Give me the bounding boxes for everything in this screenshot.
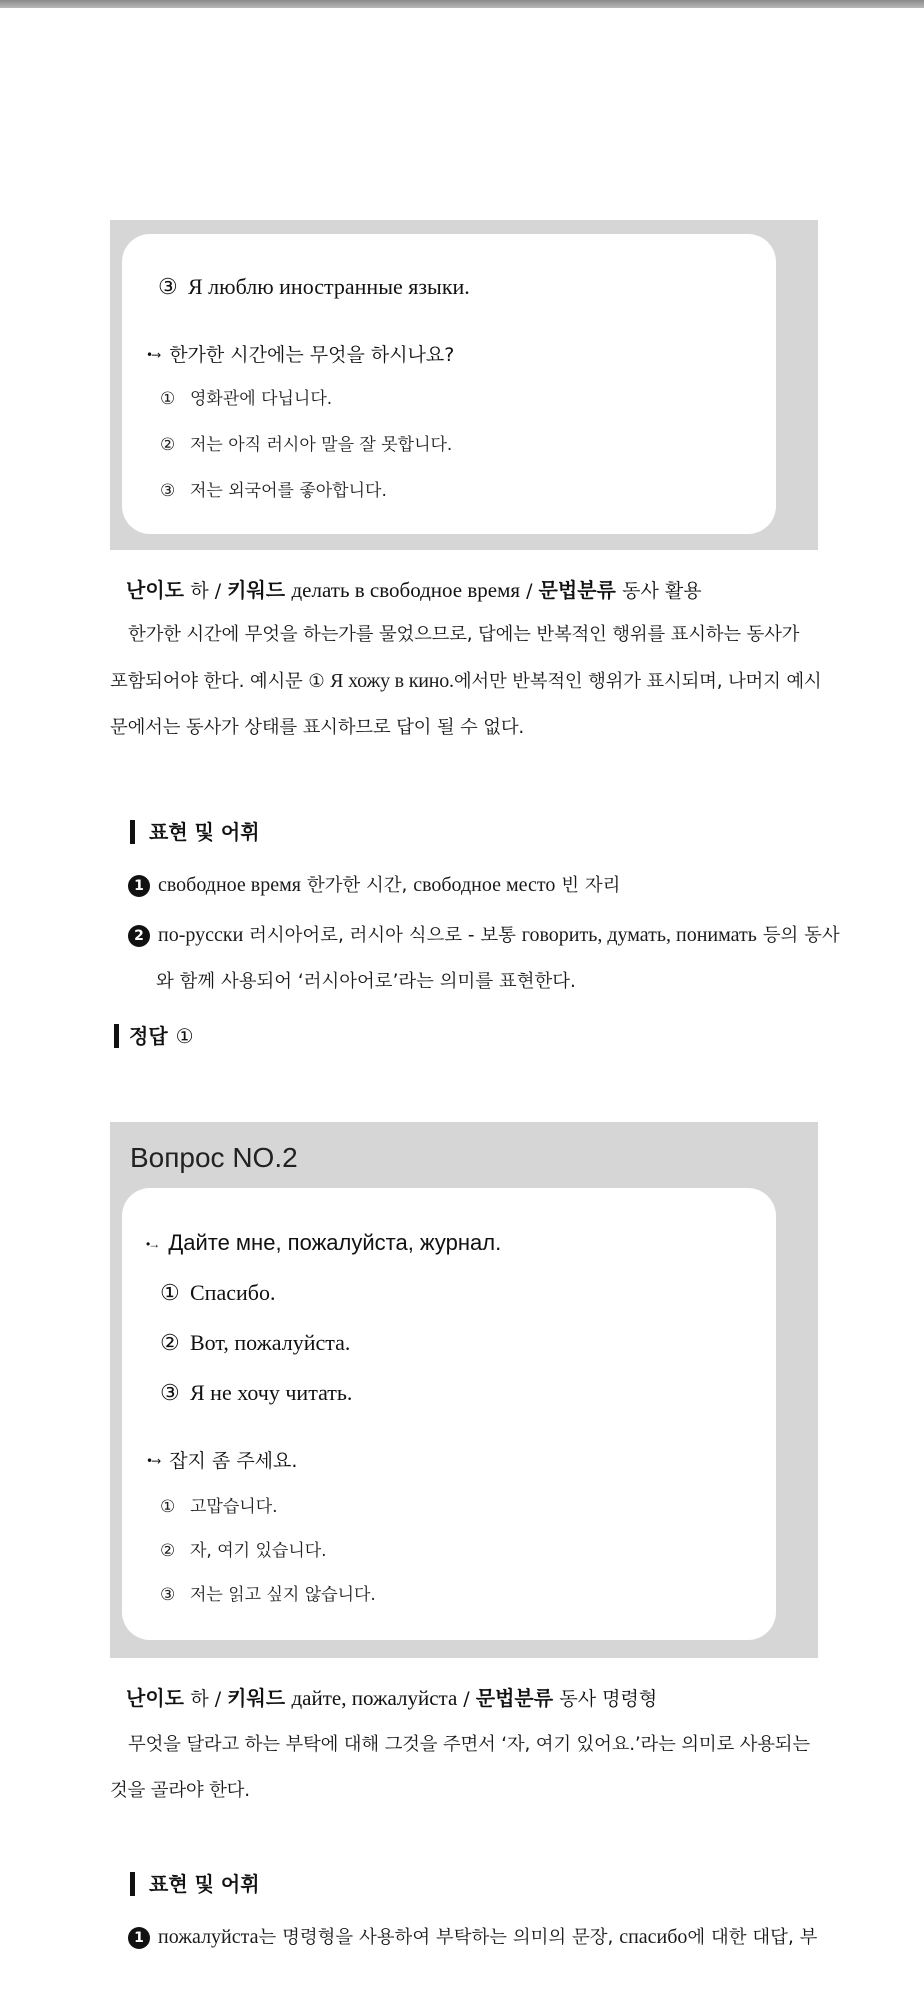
q2-option-1-kr: ① 고맙습니다.: [160, 1497, 278, 1517]
q2-option-3-ru: ③ Я не хочу читать.: [160, 1380, 353, 1405]
q1-option-2-kr: ② 저는 아직 러시아 말을 잘 못합니다.: [160, 435, 453, 455]
q1-meta-line: 난이도 하 / 키워드 делать в свободное время / 문법분류 동사 활용: [126, 578, 702, 602]
question-1-card: [122, 234, 776, 534]
q2-question-ru: •→ Дайте мне, пожалуйста, журнал.: [146, 1230, 501, 1256]
number-1-icon: 1: [128, 1927, 150, 1949]
q2-option-2-kr: ② 자, 여기 있습니다.: [160, 1541, 327, 1561]
question-2-title: Вопрос NO.2: [130, 1142, 298, 1173]
q2-question-kr: •→ 잡지 좀 주세요.: [146, 1446, 297, 1473]
q2-option-2-ru: ② Вот, пожалуйста.: [160, 1330, 351, 1355]
q2-vocab-heading: 표현 및 어휘: [130, 1872, 260, 1896]
q2-vocab-item-1: 1 пожалуйста는 명령형을 사용하여 부탁하는 의미의 문장, спасибо에 대한 대답, 부: [128, 1914, 852, 1960]
q2-meta-line: 난이도 하 / 키워드 дайте, пожалуйста / 문법분류 동사 명령형: [126, 1686, 658, 1710]
q1-answer: 정답 ①: [114, 1024, 194, 1048]
q1-question-kr: •→ 한가한 시간에는 무엇을 하시나요?: [146, 340, 454, 367]
q1-option-3-ru: ③ Я люблю иностранные языки.: [158, 274, 470, 299]
q1-vocab-item-1: 1 свободное время 한가한 시간, свободное место 빈 자리: [128, 862, 852, 909]
q2-option-1-ru: ① Спасибо.: [160, 1280, 276, 1305]
q2-option-3-kr: ③ 저는 읽고 싶지 않습니다.: [160, 1585, 376, 1605]
question-2-card: [122, 1188, 776, 1640]
q1-vocab-heading: 표현 및 어휘: [130, 820, 260, 844]
question-1-panel: [110, 220, 818, 550]
question-2-panel: [110, 1122, 818, 1658]
q2-explanation: 무엇을 달라고 하는 부탁에 대해 그것을 주면서 ‘자, 여기 있어요.’라는 의미로 사용되는 것을 골라야 한다.: [110, 1734, 810, 1801]
number-1-icon: 1: [128, 875, 150, 897]
q1-option-1-kr: ① 영화관에 다닙니다.: [160, 389, 333, 409]
top-rule: [0, 0, 924, 8]
q1-option-3-kr: ③ 저는 외국어를 좋아합니다.: [160, 481, 387, 501]
number-2-icon: 2: [128, 925, 150, 947]
q1-explanation: 한가한 시간에 무엇을 하는가를 물었으므로, 답에는 반복적인 행위를 표시하는 동사가 포함되어야 한다. 예시문 ① Я хожу в кино.에서만 반복적인 행위가 표시되며, 나머지 예시문에서는 동사가 상태를 표시하므로 답이 될 수 없다.: [110, 624, 822, 738]
q1-vocab-item-2: 2 по-русски 러시아어로, 러시아 식으로 - 보통 говорить, думать, понимать 등의 동사와 함께 사용되어 ‘러시아어로’라는 의미를 표현한다.: [128, 912, 852, 1005]
